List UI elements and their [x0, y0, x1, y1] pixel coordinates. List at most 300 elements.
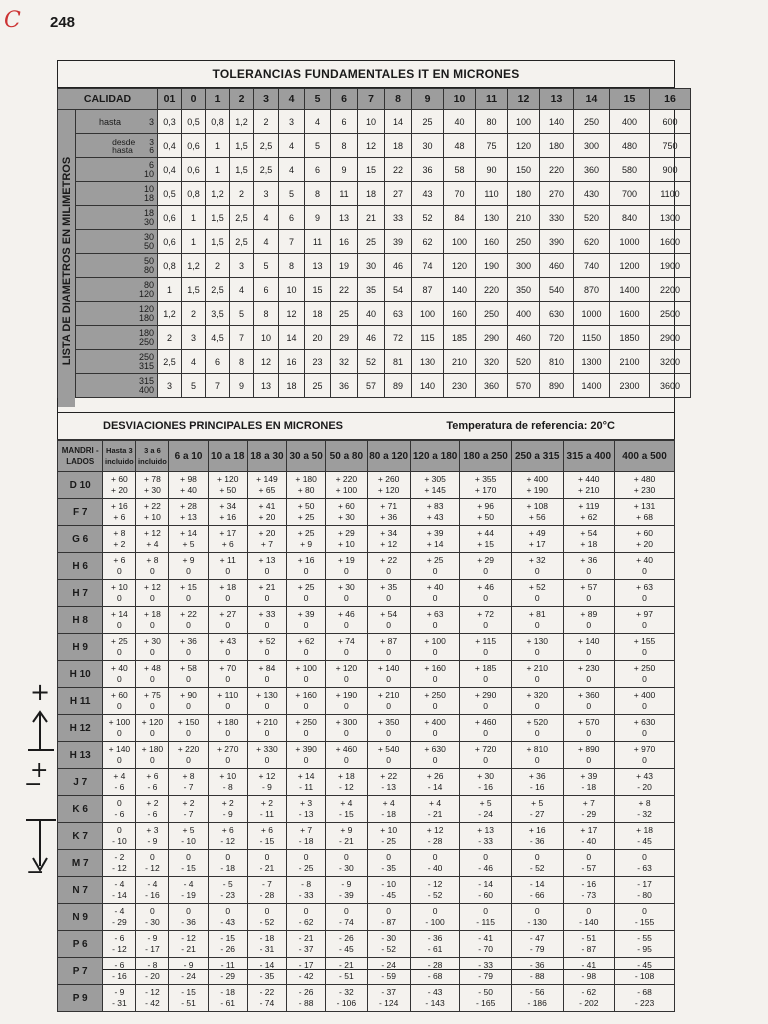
tolerance-value: 0,3 — [158, 110, 182, 134]
deviation-cell: + 39 0 — [287, 607, 326, 634]
deviation-cell: + 250 0 — [410, 688, 460, 715]
deviation-cell: 0 - 21 — [247, 850, 286, 877]
margin-plus-mark-2: + — [30, 758, 49, 783]
deviation-cell: + 150 0 — [169, 715, 208, 742]
tolerance-value: 600 — [650, 110, 691, 134]
quality-col-13: 13 — [540, 89, 574, 110]
tolerance-value: 630 — [540, 302, 574, 326]
deviation-cell: - 21 - 51 — [326, 958, 367, 985]
deviation-cell: + 89 0 — [563, 607, 615, 634]
deviation-cell: + 40 0 — [615, 553, 675, 580]
deviation-cell: + 131 + 68 — [615, 499, 675, 526]
deviation-cell: - 9 - 39 — [326, 877, 367, 904]
tolerance-value: 2300 — [610, 374, 650, 398]
deviation-cell: 0 - 18 — [208, 850, 247, 877]
table-row — [58, 499, 675, 526]
tolerance-value: 0,4 — [158, 158, 182, 182]
deviation-cell: + 62 0 — [287, 634, 326, 661]
tolerance-value: 3 — [230, 254, 254, 278]
deviation-cell: + 10 0 — [103, 580, 136, 607]
tolerance-value: 11 — [305, 230, 331, 254]
tolerance-value: 21 — [358, 206, 385, 230]
deviation-cell: + 34 + 16 — [208, 499, 247, 526]
deviation-cell: + 71 + 36 — [367, 499, 410, 526]
deviation-cell: - 14 - 60 — [460, 877, 512, 904]
tolerance-value: 18 — [305, 302, 331, 326]
deviation-cell: + 30 0 — [136, 634, 169, 661]
tolerance-class: K 7 — [58, 823, 103, 850]
tolerance-value: 62 — [412, 230, 444, 254]
deviation-cell: + 16 + 6 — [103, 499, 136, 526]
deviation-cell: + 35 0 — [367, 580, 410, 607]
tolerance-value: 115 — [412, 326, 444, 350]
deviation-cell: + 119 + 62 — [563, 499, 615, 526]
tolerance-value: 1,5 — [182, 278, 206, 302]
tolerance-value: 1150 — [574, 326, 610, 350]
deviation-cell: - 4 - 29 — [103, 904, 136, 931]
tolerance-value: 87 — [412, 278, 444, 302]
quality-col-6: 6 — [331, 89, 358, 110]
diameter-col: 400 a 500 — [615, 441, 675, 472]
tolerance-class: H 12 — [58, 715, 103, 742]
deviation-cell: - 6 - 12 — [103, 931, 136, 958]
tolerance-value: 0,6 — [158, 206, 182, 230]
tolerance-value: 10 — [279, 278, 305, 302]
tolerance-value: 9 — [305, 206, 331, 230]
tolerance-value: 840 — [610, 206, 650, 230]
deviation-cell: + 890 0 — [563, 742, 615, 769]
tolerance-value: 35 — [358, 278, 385, 302]
deviation-cell: - 17 - 42 — [287, 958, 326, 985]
deviation-cell: + 8 - 7 — [169, 769, 208, 796]
tolerance-value: 1,5 — [206, 230, 230, 254]
deviation-cell: 0 - 155 — [615, 904, 675, 931]
tolerance-value: 3600 — [650, 374, 691, 398]
table-row — [58, 850, 675, 877]
deviation-cell: + 70 0 — [208, 661, 247, 688]
tolerance-value: 5 — [305, 134, 331, 158]
deviation-cell: + 250 0 — [287, 715, 326, 742]
tolerance-value: 70 — [444, 182, 476, 206]
deviation-cell: + 21 0 — [247, 580, 286, 607]
tolerance-value: 0,6 — [182, 134, 206, 158]
tolerance-value: 1,5 — [206, 206, 230, 230]
deviation-cell: - 10 - 45 — [367, 877, 410, 904]
tolerance-value: 540 — [540, 278, 574, 302]
tolerance-value: 11 — [331, 182, 358, 206]
tolerance-value: 80 — [476, 110, 508, 134]
deviation-cell: - 32 - 106 — [326, 985, 367, 1012]
tolerance-value: 4 — [182, 350, 206, 374]
tolerance-class: H 11 — [58, 688, 103, 715]
deviation-cell: 0 - 52 — [247, 904, 286, 931]
deviation-cell: - 6 - 16 — [103, 958, 136, 985]
deviation-cell: - 5 - 23 — [208, 877, 247, 904]
deviation-cell: + 16 0 — [287, 553, 326, 580]
deviation-cell: + 360 0 — [563, 688, 615, 715]
deviation-cell: + 140 0 — [367, 661, 410, 688]
tolerance-value: 8 — [230, 350, 254, 374]
tolerance-value: 25 — [331, 302, 358, 326]
deviation-cell: + 6 - 6 — [136, 769, 169, 796]
diameter-range: desde hasta 3 6 — [76, 134, 158, 158]
table-row — [58, 526, 675, 553]
quality-col-16: 16 — [650, 89, 691, 110]
deviation-cell: + 12 + 4 — [136, 526, 169, 553]
table-row — [58, 904, 675, 931]
tolerance-value: 30 — [358, 254, 385, 278]
deviation-cell: + 75 0 — [136, 688, 169, 715]
tolerance-value: 330 — [540, 206, 574, 230]
deviation-cell: + 400 0 — [615, 688, 675, 715]
deviation-cell: + 970 0 — [615, 742, 675, 769]
tolerance-value: 25 — [358, 230, 385, 254]
deviation-cell: + 330 0 — [247, 742, 286, 769]
tolerance-class: J 7 — [58, 769, 103, 796]
deviation-cell: + 19 0 — [326, 553, 367, 580]
deviation-cell: 0 - 15 — [169, 850, 208, 877]
tolerance-value: 900 — [650, 158, 691, 182]
table-row — [58, 134, 691, 158]
tolerance-value: 46 — [358, 326, 385, 350]
tolerance-value: 2,5 — [230, 230, 254, 254]
tolerance-value: 43 — [412, 182, 444, 206]
deviation-cell: + 3 - 9 — [136, 823, 169, 850]
deviation-cell: + 140 0 — [563, 634, 615, 661]
deviation-cell: + 25 0 — [287, 580, 326, 607]
deviation-cell: + 4 - 15 — [326, 796, 367, 823]
deviation-cell: + 14 - 11 — [287, 769, 326, 796]
quality-label: CALIDAD — [58, 89, 158, 110]
table-row — [58, 769, 675, 796]
deviation-cell: + 400 0 — [410, 715, 460, 742]
tolerance-value: 185 — [444, 326, 476, 350]
tolerance-value: 210 — [444, 350, 476, 374]
tolerance-value: 72 — [385, 326, 412, 350]
tolerance-value: 100 — [508, 110, 540, 134]
tolerance-class: H 6 — [58, 553, 103, 580]
tolerance-value: 390 — [540, 230, 574, 254]
tolerance-value: 22 — [331, 278, 358, 302]
deviation-cell: + 63 0 — [615, 580, 675, 607]
deviation-cell: + 110 0 — [208, 688, 247, 715]
diameter-col: 6 a 10 — [169, 441, 208, 472]
deviation-cell: + 41 + 20 — [247, 499, 286, 526]
deviation-cell: + 98 + 40 — [169, 472, 208, 499]
deviation-cell: + 460 0 — [326, 742, 367, 769]
tolerance-value: 2200 — [650, 278, 691, 302]
diameter-range: 250 315 — [76, 350, 158, 374]
tolerance-value: 27 — [385, 182, 412, 206]
deviation-cell: + 3 - 13 — [287, 796, 326, 823]
tolerance-value: 29 — [331, 326, 358, 350]
tolerance-value: 870 — [574, 278, 610, 302]
table-row — [58, 110, 691, 134]
deviation-cell: + 81 0 — [511, 607, 563, 634]
tolerance-value: 89 — [385, 374, 412, 398]
deviation-cell: - 7 - 28 — [247, 877, 286, 904]
deviation-cell: + 58 0 — [169, 661, 208, 688]
deviation-cell: 0 - 30 — [326, 850, 367, 877]
tolerance-value: 740 — [574, 254, 610, 278]
tolerance-value: 140 — [412, 374, 444, 398]
tolerance-class: D 10 — [58, 472, 103, 499]
deviation-cell: 0 - 10 — [103, 823, 136, 850]
tolerance-value: 36 — [331, 374, 358, 398]
deviation-cell: + 60 0 — [103, 688, 136, 715]
deviation-cell: 0 - 57 — [563, 850, 615, 877]
tolerance-value: 30 — [412, 134, 444, 158]
table-row — [58, 472, 675, 499]
deviation-cell: 0 - 40 — [410, 850, 460, 877]
deviation-cell: + 220 + 100 — [326, 472, 367, 499]
deviation-cell: 0 - 6 — [103, 796, 136, 823]
deviation-cell: + 320 0 — [511, 688, 563, 715]
quality-col-8: 8 — [385, 89, 412, 110]
corner-handwritten-mark: C — [4, 8, 21, 33]
margin-bracket-up-mark — [24, 708, 60, 752]
deviation-cell: - 4 - 19 — [169, 877, 208, 904]
deviation-cell: + 22 0 — [169, 607, 208, 634]
tolerance-value: 4,5 — [206, 326, 230, 350]
tolerance-value: 12 — [254, 350, 279, 374]
deviation-cell: - 68 - 223 — [615, 985, 675, 1012]
tolerance-value: 430 — [574, 182, 610, 206]
tolerance-class: H 9 — [58, 634, 103, 661]
deviation-cell: + 39 + 14 — [410, 526, 460, 553]
deviation-cell: - 2 - 12 — [103, 850, 136, 877]
tolerance-value: 180 — [540, 134, 574, 158]
deviation-cell: - 41 - 70 — [460, 931, 512, 958]
table2-title: DESVIACIONES PRINCIPALES EN MICRONES — [103, 420, 343, 432]
tolerance-value: 2,5 — [230, 206, 254, 230]
tolerance-value: 1 — [182, 230, 206, 254]
deviation-cell: - 26 - 88 — [287, 985, 326, 1012]
tolerance-value: 13 — [331, 206, 358, 230]
tolerance-value: 74 — [412, 254, 444, 278]
tolerance-value: 480 — [610, 134, 650, 158]
deviation-cell: + 4 - 6 — [103, 769, 136, 796]
tolerance-value: 2 — [206, 254, 230, 278]
deviation-cell: - 30 - 52 — [367, 931, 410, 958]
tolerance-value: 100 — [444, 230, 476, 254]
deviation-cell: + 60 + 20 — [615, 526, 675, 553]
table-row — [58, 374, 691, 398]
diameter-col: 250 a 315 — [511, 441, 563, 472]
tolerance-value: 890 — [540, 374, 574, 398]
deviation-cell: + 720 0 — [460, 742, 512, 769]
tolerance-value: 290 — [476, 326, 508, 350]
deviation-cell: + 49 + 17 — [511, 526, 563, 553]
tolerance-class: P 6 — [58, 931, 103, 958]
shaft-label-header: MANDRI - LADOS — [58, 441, 103, 472]
deviation-cell: + 290 0 — [460, 688, 512, 715]
deviation-cell: + 190 0 — [326, 688, 367, 715]
tolerance-value: 2,5 — [206, 278, 230, 302]
deviation-cell: + 30 - 16 — [460, 769, 512, 796]
deviation-cell: - 4 - 14 — [103, 877, 136, 904]
tolerance-value: 16 — [331, 230, 358, 254]
tolerance-value: 13 — [305, 254, 331, 278]
tolerance-value: 8 — [254, 302, 279, 326]
deviation-cell: + 130 0 — [247, 688, 286, 715]
tolerance-value: 1200 — [610, 254, 650, 278]
tolerance-value: 2100 — [610, 350, 650, 374]
deviation-cell: + 17 - 40 — [563, 823, 615, 850]
tolerance-value: 3 — [254, 182, 279, 206]
deviation-cell: + 36 0 — [169, 634, 208, 661]
table-row — [58, 958, 675, 985]
deviation-cell: - 18 - 61 — [208, 985, 247, 1012]
deviation-cell: - 62 - 202 — [563, 985, 615, 1012]
diameter-col: 80 a 120 — [367, 441, 410, 472]
deviation-cell: + 25 0 — [410, 553, 460, 580]
deviation-cell: + 155 0 — [615, 634, 675, 661]
deviation-cell: + 180 0 — [208, 715, 247, 742]
deviation-cell: + 12 - 28 — [410, 823, 460, 850]
tolerance-value: 0,8 — [182, 182, 206, 206]
tolerance-value: 9 — [230, 374, 254, 398]
deviation-cell: + 130 0 — [511, 634, 563, 661]
tolerance-value: 460 — [540, 254, 574, 278]
tolerance-value: 250 — [476, 302, 508, 326]
deviation-cell: - 8 - 20 — [136, 958, 169, 985]
tolerance-value: 120 — [508, 134, 540, 158]
tolerance-value: 180 — [508, 182, 540, 206]
table-row — [58, 302, 691, 326]
deviation-cell: 0 - 52 — [511, 850, 563, 877]
deviation-cell: + 29 + 10 — [326, 526, 367, 553]
tolerance-value: 1000 — [610, 230, 650, 254]
deviation-cell: 0 - 43 — [208, 904, 247, 931]
tolerance-value: 3200 — [650, 350, 691, 374]
deviation-cell: + 2 - 7 — [169, 796, 208, 823]
tolerance-value: 580 — [610, 158, 650, 182]
diameter-col: 3 a 6 incluido — [136, 441, 169, 472]
deviation-cell: - 26 - 45 — [326, 931, 367, 958]
deviation-cell: + 260 + 120 — [367, 472, 410, 499]
tolerance-value: 300 — [574, 134, 610, 158]
deviation-cell: + 149 + 65 — [247, 472, 286, 499]
tolerance-value: 250 — [574, 110, 610, 134]
quality-col-7: 7 — [358, 89, 385, 110]
deviation-cell: + 210 0 — [247, 715, 286, 742]
deviation-cell: - 41 - 98 — [563, 958, 615, 985]
tolerance-value: 210 — [508, 206, 540, 230]
tolerance-value: 2500 — [650, 302, 691, 326]
tolerance-value: 15 — [358, 158, 385, 182]
tolerance-value: 1900 — [650, 254, 691, 278]
tolerance-value: 18 — [358, 182, 385, 206]
quality-col-5: 5 — [305, 89, 331, 110]
deviation-cell: - 12 - 21 — [169, 931, 208, 958]
tolerance-value: 460 — [508, 326, 540, 350]
deviation-cell: + 115 0 — [460, 634, 512, 661]
deviation-cell: + 5 - 24 — [460, 796, 512, 823]
tolerance-value: 2900 — [650, 326, 691, 350]
deviation-cell: - 12 - 42 — [136, 985, 169, 1012]
tolerance-value: 52 — [412, 206, 444, 230]
quality-col-14: 14 — [574, 89, 610, 110]
deviation-cell: - 51 - 87 — [563, 931, 615, 958]
deviation-cell: + 40 0 — [410, 580, 460, 607]
deviation-cell: + 520 0 — [511, 715, 563, 742]
quality-col-2: 2 — [230, 89, 254, 110]
tolerance-value: 46 — [385, 254, 412, 278]
tolerance-value: 6 — [305, 158, 331, 182]
deviation-cell: + 27 0 — [208, 607, 247, 634]
deviation-cell: + 14 + 5 — [169, 526, 208, 553]
tolerance-value: 230 — [444, 374, 476, 398]
diameter-range: 120 180 — [76, 302, 158, 326]
tolerance-value: 150 — [508, 158, 540, 182]
tolerance-class: H 7 — [58, 580, 103, 607]
tolerance-value: 130 — [412, 350, 444, 374]
deviation-cell: + 7 - 18 — [287, 823, 326, 850]
tolerance-value: 14 — [279, 326, 305, 350]
deviation-cell: + 305 + 145 — [410, 472, 460, 499]
table-row — [58, 350, 691, 374]
deviation-cell: - 28 - 68 — [410, 958, 460, 985]
diameter-range: 6 10 — [76, 158, 158, 182]
deviation-cell: + 100 0 — [410, 634, 460, 661]
deviation-cell: + 4 - 21 — [410, 796, 460, 823]
tolerance-value: 1300 — [574, 350, 610, 374]
tolerance-value: 20 — [305, 326, 331, 350]
tolerance-value: 5 — [230, 302, 254, 326]
deviation-cell: - 55 - 95 — [615, 931, 675, 958]
table-row — [58, 278, 691, 302]
tolerance-value: 1850 — [610, 326, 650, 350]
tolerance-value: 720 — [540, 326, 574, 350]
deviation-cell: + 15 0 — [169, 580, 208, 607]
deviation-cell: + 60 + 20 — [103, 472, 136, 499]
deviation-cell: + 63 0 — [410, 607, 460, 634]
tolerance-class: F 7 — [58, 499, 103, 526]
deviation-cell: - 15 - 26 — [208, 931, 247, 958]
deviation-cell: + 43 - 20 — [615, 769, 675, 796]
tolerance-value: 5 — [182, 374, 206, 398]
deviation-cell: + 87 0 — [367, 634, 410, 661]
deviation-cell: + 30 0 — [326, 580, 367, 607]
quality-col-01: 01 — [158, 89, 182, 110]
tolerance-value: 32 — [331, 350, 358, 374]
tolerance-value: 22 — [385, 158, 412, 182]
table-row — [58, 182, 691, 206]
tolerance-value: 57 — [358, 374, 385, 398]
diameter-range: 18 30 — [76, 206, 158, 230]
tolerance-value: 130 — [476, 206, 508, 230]
deviation-cell: + 210 0 — [511, 661, 563, 688]
table-row — [58, 742, 675, 769]
deviation-cell: + 210 0 — [367, 688, 410, 715]
tolerances-table — [57, 88, 691, 398]
tolerance-value: 18 — [279, 374, 305, 398]
deviation-cell: + 100 0 — [103, 715, 136, 742]
tolerance-value: 15 — [305, 278, 331, 302]
deviation-cell: - 15 - 51 — [169, 985, 208, 1012]
deviation-cell: + 120 0 — [326, 661, 367, 688]
deviation-cell: - 9 - 17 — [136, 931, 169, 958]
diameter-list-label: LISTA DE DIAMETROS EN MILIMETROS — [58, 115, 75, 407]
deviation-cell: + 57 0 — [563, 580, 615, 607]
deviation-cell: + 390 0 — [287, 742, 326, 769]
deviation-cell: + 8 + 2 — [103, 526, 136, 553]
tolerance-value: 6 — [254, 278, 279, 302]
tolerance-value: 84 — [444, 206, 476, 230]
tolerance-value: 1,2 — [182, 254, 206, 278]
tolerance-value: 6 — [206, 350, 230, 374]
